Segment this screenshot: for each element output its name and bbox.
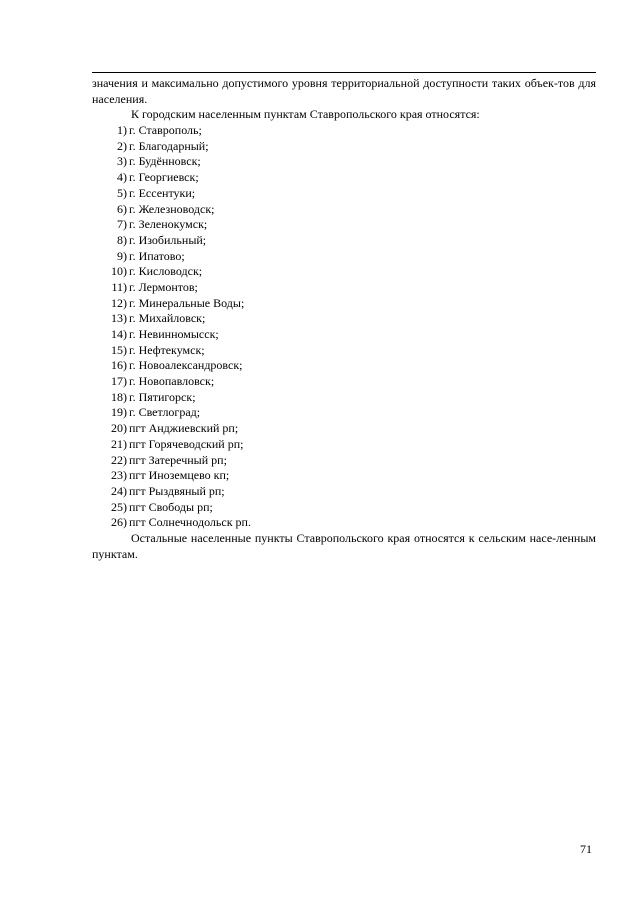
list-item-text: пгт Солнечнодольск рп. (129, 515, 251, 530)
list-item (92, 468, 596, 484)
list-item-number: 15) (111, 342, 127, 357)
list-item-number: 21) (111, 436, 127, 451)
list-item-text: г. Железноводск; (129, 201, 215, 216)
list-item-number: 8) (117, 232, 127, 247)
list-item (92, 233, 596, 249)
list-item (92, 453, 596, 469)
list-item (92, 249, 596, 265)
list-item-number: 16) (111, 358, 127, 373)
list-item-text: пгт Горячеводский рп; (129, 436, 244, 451)
list-item (92, 327, 596, 343)
list-item (92, 500, 596, 516)
list-item-text: г. Ставрополь; (129, 123, 202, 138)
list-item (92, 343, 596, 359)
list-item-text: г. Пятигорск; (129, 389, 196, 404)
list-item (92, 405, 596, 421)
list-item-number: 1) (117, 123, 127, 138)
continuation-paragraph: значения и максимально допустимого уровня территориальной доступности таких объек-тов для населения. (92, 76, 596, 106)
list-item-number: 25) (111, 499, 127, 514)
list-item (92, 280, 596, 296)
list-item-number: 24) (111, 483, 127, 498)
list-item-number: 6) (117, 201, 127, 216)
list-item (92, 186, 596, 202)
list-item-number: 14) (111, 327, 127, 342)
intro-paragraph: К городским населенным пунктам Ставропольского края относятся: (131, 107, 480, 122)
list-item-text: г. Минеральные Воды; (129, 295, 245, 310)
list-item (92, 311, 596, 327)
list-item-text: г. Лермонтов; (129, 279, 198, 294)
list-item (92, 217, 596, 233)
list-item-text: г. Будённовск; (129, 154, 201, 169)
list-item-number: 13) (111, 311, 127, 326)
list-item-text: г. Ипатово; (129, 248, 185, 263)
list-item-number: 7) (117, 217, 127, 232)
list-item-number: 22) (111, 452, 127, 467)
list-item (92, 515, 596, 531)
list-item-text: пгт Свободы рп; (129, 499, 213, 514)
list-item (92, 154, 596, 170)
list-item-number: 4) (117, 170, 127, 185)
list-item-number: 10) (111, 264, 127, 279)
list-item-text: г. Невинномысск; (129, 327, 219, 342)
list-item-text: г. Новоалександровск; (129, 358, 243, 373)
list-item (92, 296, 596, 312)
list-item (92, 484, 596, 500)
list-item (92, 123, 596, 139)
settlement-list (92, 123, 596, 531)
list-item (92, 421, 596, 437)
list-item (92, 139, 596, 155)
body-text (92, 76, 596, 562)
page-number: 71 (580, 842, 592, 856)
list-item-text: г. Светлоград; (129, 405, 201, 420)
header-rule (92, 72, 596, 73)
list-item-number: 17) (111, 374, 127, 389)
list-item-text: г. Михайловск; (129, 311, 206, 326)
list-item-number: 20) (111, 421, 127, 436)
list-item (92, 390, 596, 406)
list-item (92, 374, 596, 390)
list-item-text: г. Новопавловск; (129, 374, 215, 389)
list-item-number: 26) (111, 515, 127, 530)
closing-paragraph: Остальные населенные пункты Ставропольского края относятся к сельским насе-ленным пунктам. (92, 530, 596, 561)
list-item-number: 9) (117, 248, 127, 263)
list-item-text: г. Зеленокумск; (129, 217, 208, 232)
list-item-text: пгт Иноземцево кп; (129, 468, 230, 483)
list-item (92, 358, 596, 374)
list-item-number: 5) (117, 185, 127, 200)
list-item-text: г. Георгиевск; (129, 170, 199, 185)
list-item-text: г. Кисловодск; (129, 264, 203, 279)
list-item-text: пгт Анджиевский рп; (129, 421, 239, 436)
list-item (92, 202, 596, 218)
list-item (92, 264, 596, 280)
list-item-text: пгт Рыздвяный рп; (129, 483, 225, 498)
list-item-number: 19) (111, 405, 127, 420)
list-item-text: г. Благодарный; (129, 138, 209, 153)
list-item-text: г. Изобильный; (129, 232, 207, 247)
list-item-number: 12) (111, 295, 127, 310)
list-item-number: 2) (117, 138, 127, 153)
list-item (92, 437, 596, 453)
list-item-text: г. Нефтекумск; (129, 342, 205, 357)
list-item-text: пгт Затеречный рп; (129, 452, 227, 467)
list-item (92, 170, 596, 186)
list-item-number: 23) (111, 468, 127, 483)
list-item-number: 11) (111, 279, 127, 294)
list-item-text: г. Ессентуки; (129, 185, 196, 200)
list-item-number: 3) (117, 154, 127, 169)
list-item-number: 18) (111, 389, 127, 404)
